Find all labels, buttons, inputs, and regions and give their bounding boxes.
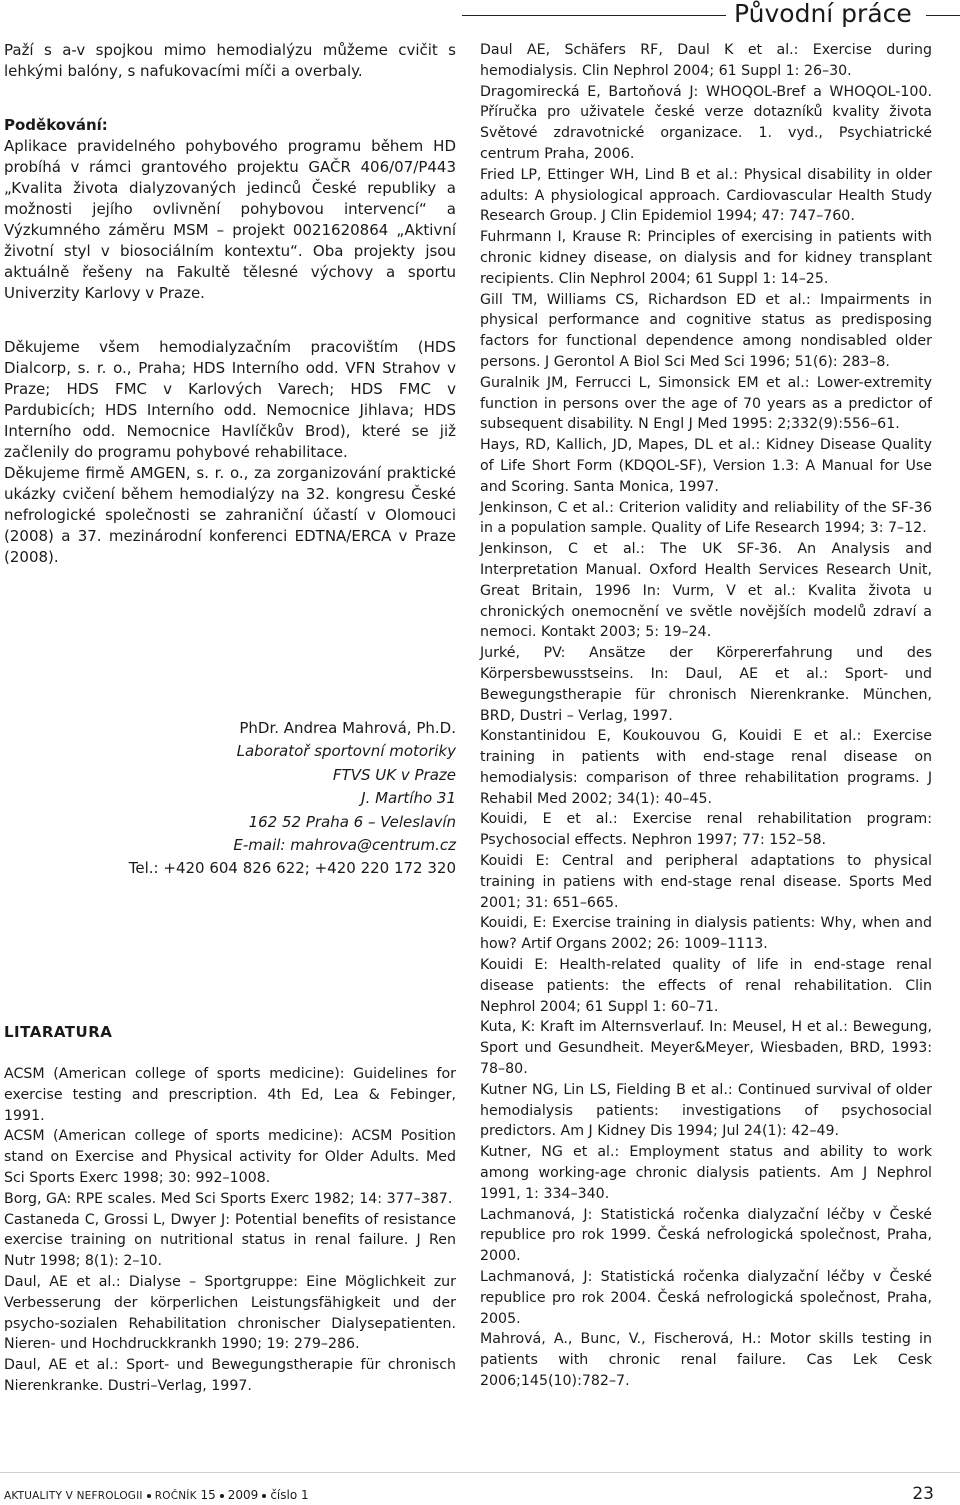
author-email[interactable]: E-mail: mahrova@centrum.cz — [233, 836, 456, 855]
separator-dot-icon — [147, 1494, 151, 1498]
author-department: Laboratoř sportovní motoriky — [236, 742, 456, 761]
author-street: J. Martího 31 — [361, 789, 456, 808]
reference-item: Daul, AE et al.: Dialyse – Sportgruppe: Eine Möglichkeit zur Verbesserung der körperlichen Leistungsfähigkeit und der psycho-sozialen Rehabilitation chronischer Dialysepatienten. Nieren- und Hochdruckkrankh 1990; 19: 279–286. — [4, 1273, 456, 1353]
journal-name: AKTUALITY V NEFROLOGII — [4, 1490, 143, 1502]
reference-item: Daul, AE et al.: Sport- und Bewegungstherapie für chronisch Nierenkranke. Dustri–Verlag, 1997. — [4, 1357, 456, 1394]
section-header — [0, 0, 960, 30]
footer-rule — [0, 1472, 960, 1473]
reference-item: Castaneda C, Grossi L, Dwyer J: Potential benefits of resistance exercise training on nutritional status in renal failure. J Ren Nutr 1998; 8(1): 2–10. — [4, 1211, 456, 1270]
reference-item: Kutner NG, Lin LS, Fielding B et al.: Continued survival of older hemodialysis patients: investigations of psychosocial predictors. Am J Kidney Dis 1994; Jul 24(1): 42–49. — [480, 1081, 932, 1140]
reference-item: Lachmanová, J: Statistická ročenka dialyzační léčby v České republice pro rok 1999. Česká nefrologická společnost, Praha, 2000. — [480, 1206, 932, 1265]
reference-item: ACSM (American college of sports medicine): Guidelines for exercise testing and prescription. 4th Ed, Lea & Febinger, 1991. — [4, 1066, 456, 1124]
reference-item: Jenkinson, C et al.: The UK SF-36. An Analysis and Interpretation Manual. Oxford Health Services Research Unit, Great Britain, 1996 In: Vurm, V et al.: Kvalita života u chronických onemocnění ve světle novějších modelů zdraví a nemoci. Kontakt 2003; 5: 19–24. — [480, 541, 932, 641]
acknowledgement-body: Aplikace pravidelného pohybového programu během HD probíhá v rámci grantového projektu GAČR 406/07/P443 „Kvalita života dialyzovaných jedinců České republiky a možnosti jejího ovlivnění pohybovou intervencí“ a Výzkumného záměru MSM – projekt 0021620864 „Aktivní životní styl v biosociálním kontextu“. Oba projekty jsou aktuálně řešeny na Fakultě tělesné výchovy a sportu Univerzity Karlovy v Praze. — [4, 137, 456, 302]
volume-label: ROČNÍK — [154, 1490, 197, 1502]
references-right — [480, 40, 932, 1392]
reference-item: Kutner, NG et al.: Employment status and ability to work among working-age chronic dialysis patients. Am J Nephrol 1991, 1: 334–340. — [480, 1144, 932, 1202]
journal-footer — [4, 1488, 309, 1502]
reference-item: Dragomirecká E, Bartoňová J: WHOQOL-Bref a WHOQOL-100. Příručka pro uživatele české verze dotazníků kvality života Světové zdravotnické organizace. 1. vyd., Psychiatrické centrum Praha, 2006. — [480, 83, 932, 162]
author-faculty: FTVS UK v Praze — [332, 765, 456, 784]
reference-item: Daul AE, Schäfers RF, Daul K et al.: Exercise during hemodialysis. Clin Nephrol 2004; 61 Suppl 1: 26–30. — [480, 42, 932, 79]
author-name: PhDr. Andrea Mahrová, Ph.D. — [239, 719, 456, 737]
section-title: Původní práce — [734, 0, 912, 28]
author-city: 162 52 Praha 6 – Veleslavín — [248, 812, 456, 831]
reference-item: Jenkinson, C et al.: Criterion validity and reliability of the SF-36 in a population sample. Quality of Life Research 1994; 3: 7–12. — [480, 499, 932, 537]
left-column — [4, 40, 456, 568]
volume-number: 15 — [200, 1488, 216, 1502]
reference-item: Jurké, PV: Ansätze der Körpererfahrung und des Körpersbewusstseins. In: Daul, AE et al.: Sport- und Bewegungstherapie für chronisch Nierenkranke. München, BRD, Dustri – Verlag, 1997. — [480, 645, 932, 724]
acknowledgement-heading: Poděkování: — [4, 116, 108, 134]
reference-item: ACSM (American college of sports medicine): ACSM Position stand on Exercise and Physical activity for Older Adults. Med Sci Sports Exerc 1998; 30: 992–1008. — [4, 1128, 456, 1186]
author-signature — [60, 717, 456, 881]
header-rule-right — [926, 15, 960, 16]
separator-dot-icon — [262, 1494, 266, 1498]
literature-heading: LITARATURA — [4, 1023, 113, 1041]
thanks-paragraph-1: Děkujeme všem hemodialyzačním pracovištím (HDS Dialcorp, s. r. o., Praha; HDS Interního odd. VFN Strahov v Praze; HDS FMC v Karlových Varech; HDS FMC v Pardubicích; HDS Interního odd. Nemocnice Jihlava; HDS Interního odd. Nemocnice Havlíčkův Brod), které se již začlenily do programu pohybové rehabilitace. — [4, 338, 456, 461]
header-rule-left — [462, 15, 726, 16]
intro-paragraph: Paží s a-v spojkou mimo hemodialýzu můžeme cvičit s lehkými balóny, s nafukovacími míči a overbaly. — [4, 41, 456, 80]
reference-item: Kouidi E: Central and peripheral adaptations to physical training in patiens with end-stage renal disease. Sports Med 2001; 31: 651–665. — [480, 853, 932, 911]
reference-item: Kouidi, E et al.: Exercise renal rehabilitation program: Psychosocial effects. Nephron 1997; 77: 152–58. — [480, 811, 932, 849]
reference-item: Borg, GA: RPE scales. Med Sci Sports Exerc 1982; 14: 377–387. — [4, 1190, 453, 1207]
reference-item: Kuta, K: Kraft im Alternsverlauf. In: Meusel, H et al.: Bewegung, Sport und Gesundheit. Meyer&Meyer, Wiesbaden, BRD, 1993: 78–80. — [480, 1019, 932, 1078]
reference-item: Guralnik JM, Ferrucci L, Simonsick EM et al.: Lower-extremity function in persons over the age of 70 years as a predictor of subsequent disability. N Engl J Med 1995: 2;332(9):556–61. — [480, 374, 932, 433]
references-left — [4, 1064, 456, 1397]
reference-item: Lachmanová, J: Statistická ročenka dialyzační léčby v České republice pro rok 2004. Česká nefrologická společnost, Praha, 2005. — [480, 1269, 932, 1327]
reference-item: Konstantinidou E, Koukouvou G, Kouidi E et al.: Exercise training in patients with end-stage renal disease on hemodialysis: comparison of three rehabilitation programs. J Rehabil Med 2002; 34(1): 40–45. — [480, 728, 932, 807]
page-number: 23 — [912, 1484, 934, 1504]
reference-item: Kouidi, E: Exercise training in dialysis patients: Why, when and how? Artif Organs 2002; 26: 1009–1113. — [480, 915, 932, 953]
reference-item: Hays, RD, Kallich, JD, Mapes, DL et al.: Kidney Disease Quality of Life Short Form (KDQOL-SF), Version 1.3: A Manual for Use and Scoring. Santa Monica, 1997. — [480, 437, 932, 495]
reference-item: Kouidi E: Health-related quality of life in end-stage renal disease patients: the effects of renal rehabilitation. Clin Nephrol 2004; 61 Suppl 1: 60–71. — [480, 957, 932, 1015]
year: 2009 — [227, 1488, 259, 1502]
issue: číslo 1 — [270, 1488, 309, 1502]
reference-item: Gill TM, Williams CS, Richardson ED et al.: Impairments in physical performance and cognitive status as predisposing factors for functional dependence among nondisabled older persons. J Gerontol A Biol Sci Med Sci 1996; 51(6): 283–8. — [480, 291, 932, 370]
author-phone: Tel.: +420 604 826 622; +420 220 172 320 — [128, 859, 456, 878]
thanks-paragraph-2: Děkujeme firmě AMGEN, s. r. o., za zorganizování praktické ukázky cvičení během hemodialýzy na 32. kongresu České nefrologické společnosti se zahraniční účastí v Olomouci (2008) a 37. mezinárodní konferenci EDTNA/ERCA v Praze (2008). — [4, 464, 456, 566]
separator-dot-icon — [220, 1494, 224, 1498]
reference-item: Fried LP, Ettinger WH, Lind B et al.: Physical disability in older adults: A physiological approach. Cardiovascular Health Study Research Group. J Clin Epidemiol 1994; 47: 747–760. — [480, 166, 932, 225]
reference-item: Fuhrmann I, Krause R: Principles of exercising in patients with chronic kidney disease, on dialysis and for kidney transplant recipients. Clin Nephrol 2004; 61 Suppl 1: 14–25. — [480, 229, 932, 287]
reference-item: Mahrová, A., Bunc, V., Fischerová, H.: Motor skills testing in patients with chronic renal failure. Cas Lek Cesk 2006;145(10):782–7. — [480, 1331, 932, 1389]
